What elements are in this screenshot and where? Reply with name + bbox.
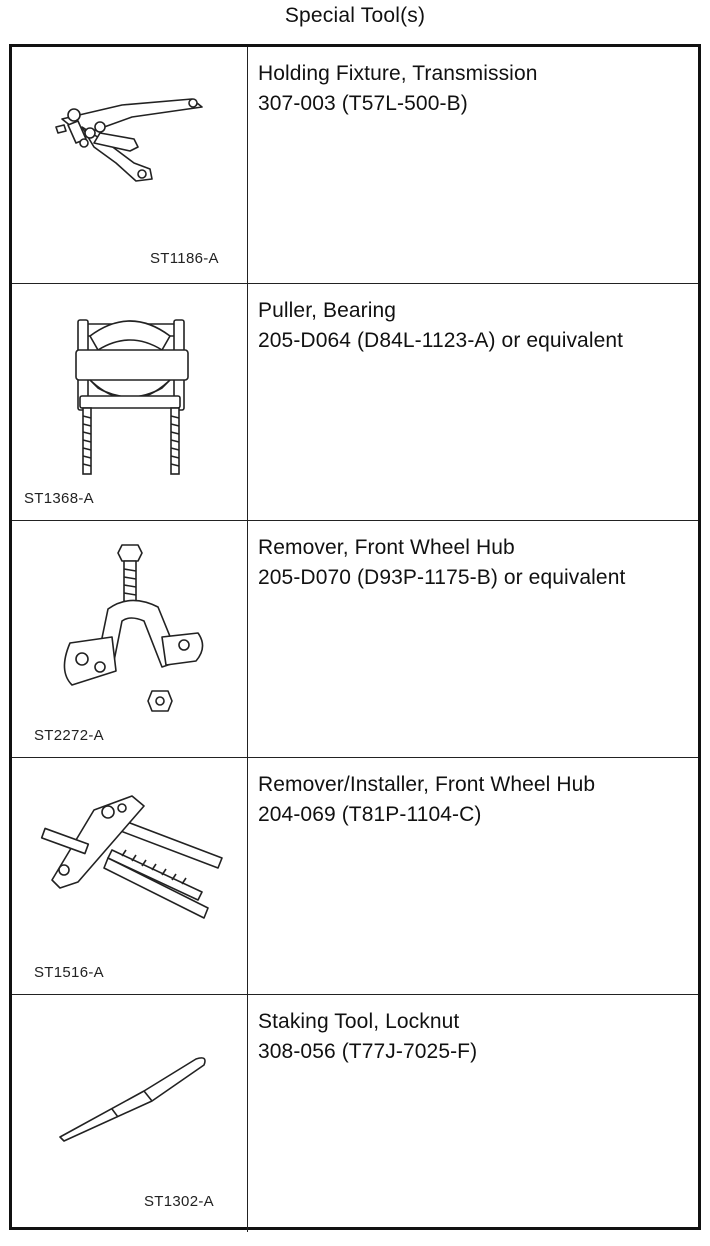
tool-description xyxy=(258,533,698,593)
tool-description xyxy=(258,296,698,356)
tool-row xyxy=(12,995,698,1232)
bearing-puller-icon xyxy=(12,284,248,521)
hub-remover-icon xyxy=(12,521,248,758)
hub-remover-installer-icon xyxy=(12,758,248,995)
tool-name: Staking Tool, Locknut xyxy=(258,1010,460,1033)
tool-row xyxy=(12,47,698,284)
tool-number: 308-056 (T77J-7025-F) xyxy=(258,1040,478,1063)
tool-row xyxy=(12,284,698,521)
holding-fixture-icon xyxy=(12,47,248,284)
special-tools-table xyxy=(9,44,701,1230)
tool-description xyxy=(258,770,698,830)
tool-code: ST1516-A xyxy=(34,964,104,981)
tool-number: 204-069 (T81P-1104-C) xyxy=(258,803,482,826)
tool-name: Remover, Front Wheel Hub xyxy=(258,536,515,559)
tool-code: ST1302-A xyxy=(144,1193,214,1210)
tool-number: 205-D070 (D93P-1175-B) or equivalent xyxy=(258,566,626,589)
tool-number: 205-D064 (D84L-1123-A) or equivalent xyxy=(258,329,624,352)
tool-code: ST1186-A xyxy=(150,250,219,267)
tool-description xyxy=(258,1007,698,1067)
tool-illustration-cell xyxy=(12,47,248,283)
tool-number: 307-003 (T57L-500-B) xyxy=(258,92,468,115)
tool-illustration-cell xyxy=(12,995,248,1232)
tool-row xyxy=(12,521,698,758)
tool-description xyxy=(258,59,698,119)
tool-row xyxy=(12,758,698,995)
tool-name: Holding Fixture, Transmission xyxy=(258,62,538,85)
tool-name: Puller, Bearing xyxy=(258,299,397,322)
tool-illustration-cell xyxy=(12,284,248,520)
tool-code: ST2272-A xyxy=(34,727,104,744)
tool-code: ST1368-A xyxy=(24,490,94,507)
tool-name: Remover/Installer, Front Wheel Hub xyxy=(258,773,596,796)
tool-illustration-cell xyxy=(12,758,248,994)
page-title: Special Tool(s) xyxy=(284,4,426,27)
tool-illustration-cell xyxy=(12,521,248,757)
